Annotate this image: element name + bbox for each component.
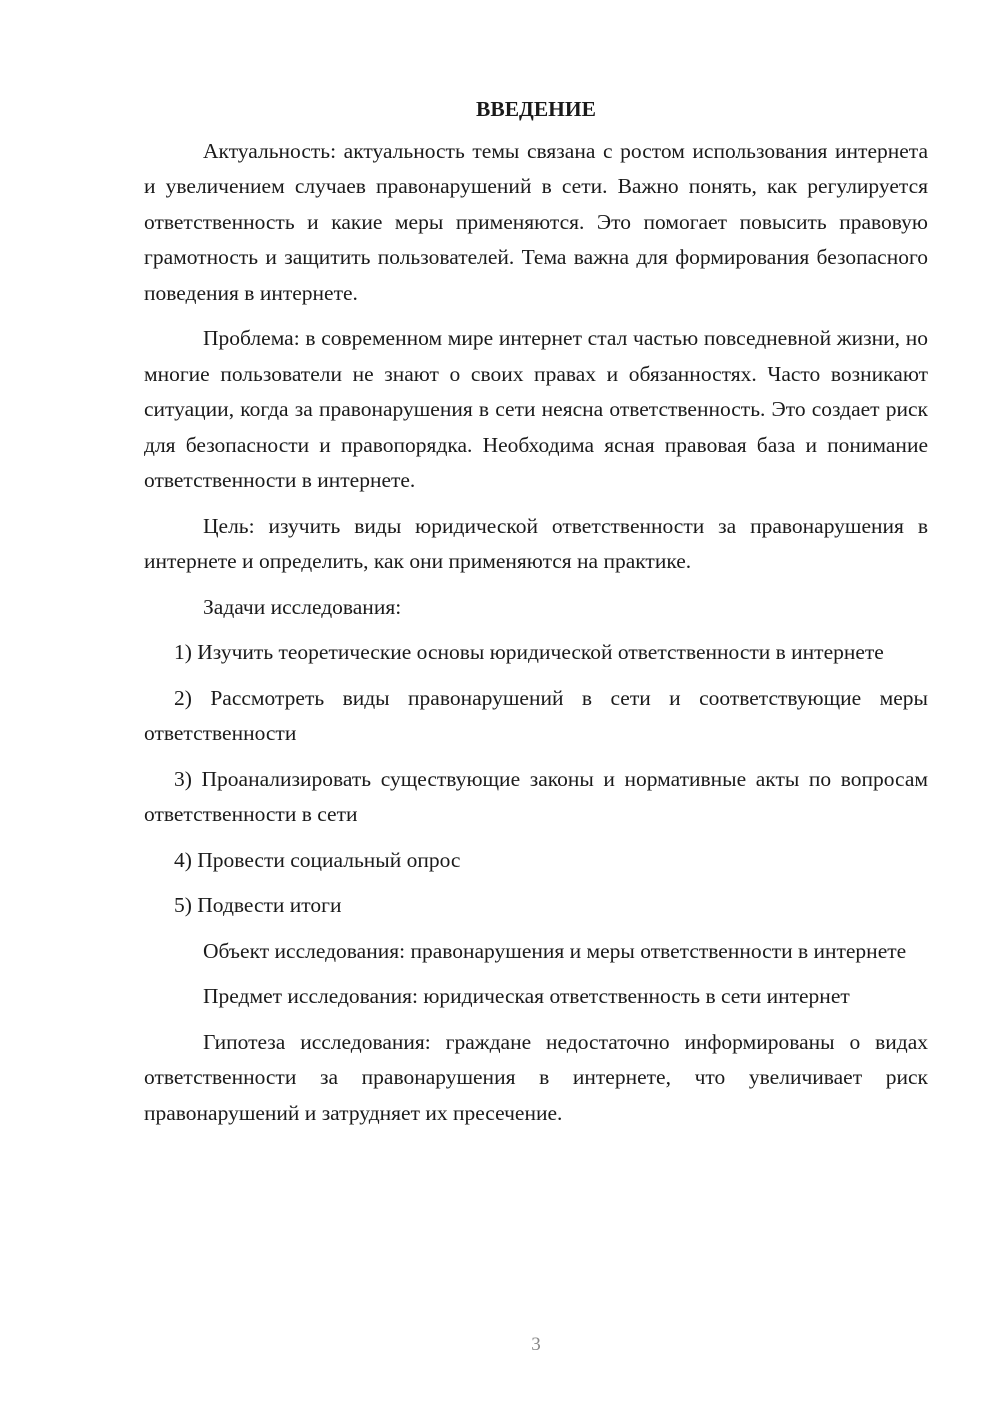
- task-item-3: 3) Проанализировать существующие законы и нормативные акты по вопросам ответственности в сети: [144, 766, 928, 826]
- page-title: ВВЕДЕНИЕ: [476, 97, 596, 121]
- problem-paragraph: Проблема: в современном мире интернет стал частью повседневной жизни, но многие пользователи не знают о своих правах и обязанностях. Часто возникают ситуации, когда за правонарушения в сети неясна ответственность. Это создает риск для безопасности и правопорядка. Необходима ясная правовая база и понимание ответственности в интернете.: [144, 326, 928, 492]
- task-item-4: 4) Провести социальный опрос: [174, 847, 461, 872]
- page-content: [144, 92, 928, 1141]
- subject-paragraph: Предмет исследования: юридическая ответственность в сети интернет: [203, 984, 850, 1008]
- relevance-paragraph: Актуальность: актуальность темы связана с ростом использования интернета и увеличением случаев правонарушений в сети. Важно понять, как регулируется ответственность и какие меры применяются. Это помогает повысить правовую грамотность и защитить пользователей. Тема важна для формирования безопасного поведения в интернете.: [144, 138, 928, 305]
- object-paragraph: Объект исследования: правонарушения и меры ответственности в интернете: [203, 938, 907, 963]
- task-item-5: 5) Подвести итоги: [174, 893, 342, 917]
- tasks-heading: Задачи исследования:: [203, 594, 402, 619]
- goal-paragraph: Цель: изучить виды юридической ответственности за правонарушения в интернете и определить, как они применяются на практике.: [144, 513, 928, 573]
- task-item-1: 1) Изучить теоретические основы юридической ответственности в интернете: [174, 640, 884, 664]
- task-item-2: 2) Рассмотреть виды правонарушений в сети и соответствующие меры ответственности: [144, 685, 928, 745]
- hypothesis-paragraph: Гипотеза исследования: граждане недостаточно информированы о видах ответственности за правонарушения в интернете, что увеличивает риск правонарушений и затрудняет их пресечение.: [144, 1029, 928, 1125]
- page-number: 3: [531, 1334, 541, 1355]
